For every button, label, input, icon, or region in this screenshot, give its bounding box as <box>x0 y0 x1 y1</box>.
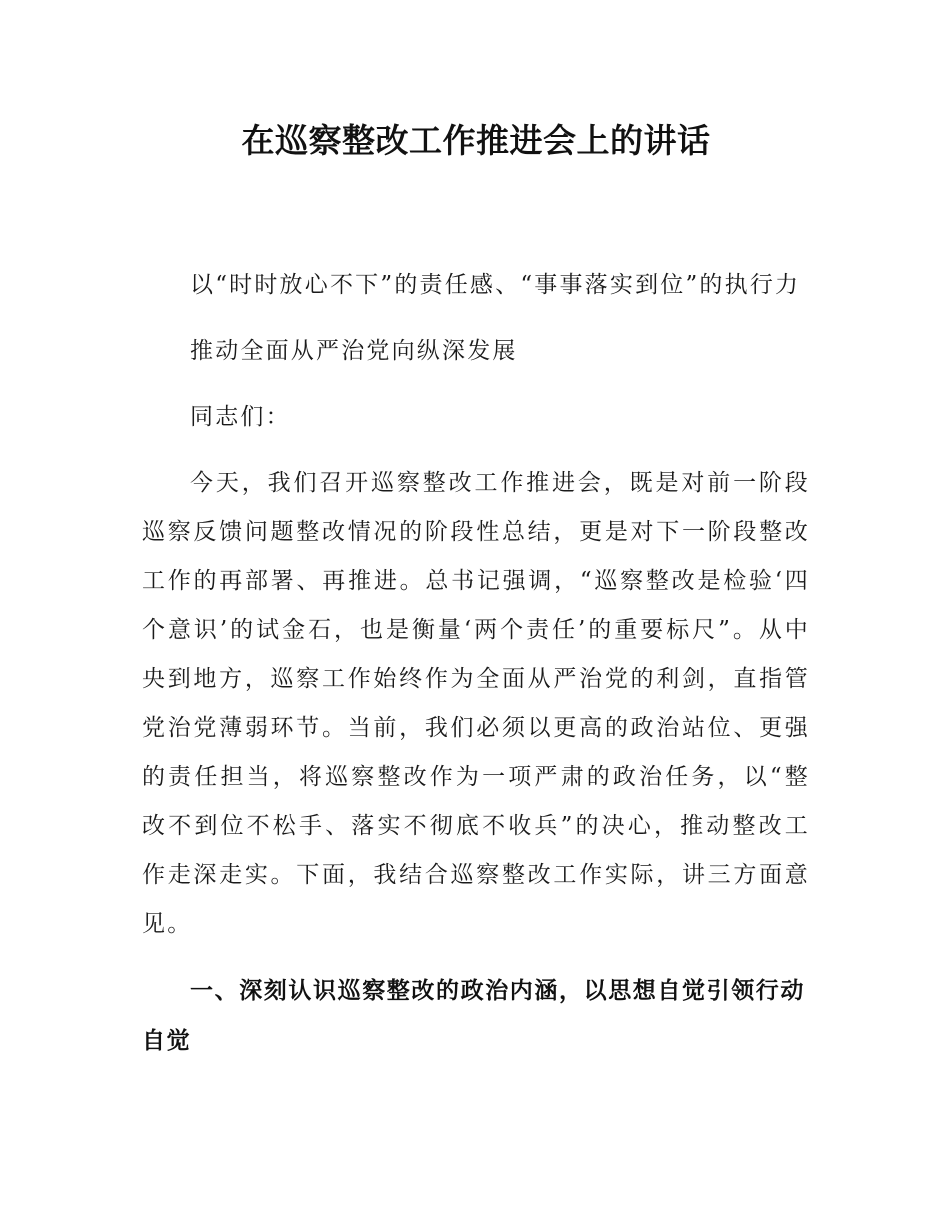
document-title: 在巡察整改工作推进会上的讲话 <box>241 121 711 160</box>
salutation: 同志们： <box>190 404 291 430</box>
intro-paragraph: 今天，我们召开巡察整改工作推进会，既是对前一阶段巡察反馈问题整改情况的阶段性总结，更是对下一阶段整改工作的再部署、再推进。总书记强调，“巡察整改是检验‘四个意识’的试金石，也是衡量‘两个责任’的重要标尺”。从中央到地方，巡察工作始终作为全面从严治党的利剑，直指管党治党薄弱环节。当前，我们必须以更高的政治站位、更强的责任担当，将巡察整改作为一项严肃的政治任务，以“整改不到位不松手、落实不彻底不收兵”的决心，推动整改工作走深走实。下面，我结合巡察整改工作实际，讲三方面意见。 <box>142 470 810 937</box>
section-heading-1: 一、深刻认识巡察整改的政治内涵，以思想自觉引领行动自觉 <box>142 978 805 1054</box>
subtitle-line-1: 以“时时放心不下”的责任感、“事事落实到位”的执行力 <box>190 272 801 298</box>
subtitle-line-2: 推动全面从严治党向纵深发展 <box>190 338 518 364</box>
